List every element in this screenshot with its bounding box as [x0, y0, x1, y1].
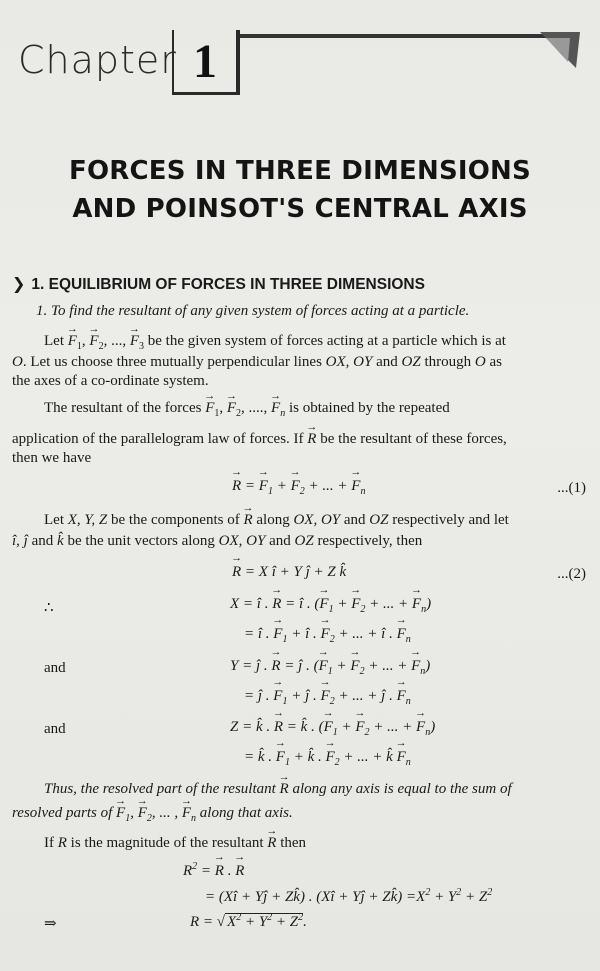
equation-2-number: ...(2) [557, 566, 586, 582]
chapter-number: 1 [193, 34, 217, 88]
paragraph-2-line1: The resultant of the forces → $F_1$, → $F_2$, ...., → $F_n$ is obtained by the repeated [44, 399, 450, 423]
therefore-symbol: ∴ [44, 600, 54, 616]
paragraph-3-line2: î, ĵ and k̂ be the unit vectors along OX, OY and OZ respectively, then [12, 533, 423, 549]
chapter-title-line1: FORCES IN THREE DIMENSIONS [69, 156, 531, 186]
paragraph-3-line1: Let X, Y, Z be the components of → R along OX, OY and OZ respectively and let [44, 511, 509, 529]
conclusion-line1: Thus, the resolved part of the resultant → R along any axis is equal to the sum of [44, 780, 512, 798]
paragraph-2-line3: then we have [12, 450, 92, 466]
equation-r-squared-1: $R^2$ = → R . → R [183, 861, 244, 880]
corner-fold-icon [540, 28, 580, 68]
chevron-right-icon: ❯ [12, 276, 26, 293]
and-label-1: and [44, 660, 66, 676]
equation-x-1: X = î . → R = î . (→ $F_1$ + → $F_2$ + ... + → $F_n$) [230, 596, 431, 615]
equation-x-2: = î . → $F_1$ + î . → $F_2$ + ... + î . → $F_n$ [244, 626, 411, 645]
equation-r-squared-2: = (Xî + Yĵ + Zk̂) . (Xî + Yĵ + Zk̂) $=X^2 + Y^2 + Z^2$ [205, 887, 493, 905]
paragraph-1-line2: O. Let us choose three mutually perpendicular lines OX, OY and OZ through O as [12, 354, 502, 370]
and-label-2: and [44, 721, 66, 737]
section-heading [12, 274, 425, 294]
equation-z-1: Z = k̂ . → R = k̂ . (→ $F_1$ + → $F_2$ + ... + → $F_n$) [230, 719, 435, 738]
chapter-title-line2: AND POINSOT'S CENTRAL AXIS [72, 194, 528, 224]
chapter-number-box [172, 30, 240, 95]
chapter-label: Chapter [18, 38, 177, 82]
equation-r-magnitude: R = √ $X^2 + Y^2 + Z^2$. [190, 912, 307, 930]
equation-1: → R = → $F_1$ + → $F_2$ + ... + → $F_n$ [232, 478, 365, 497]
paragraph-4: If R is the magnitude of the resultant → R then [44, 834, 306, 852]
paragraph-1-line3: the axes of a co-ordinate system. [12, 373, 209, 389]
equation-z-2: = k̂ . → $F_1$ + k̂ . → $F_2$ + ... + k̂ → $F_n$ [244, 749, 411, 768]
chapter-title [0, 152, 600, 228]
paragraph-1-line1: Let → $F_1$, → $F_2$, ..., → $F_3$ be the given system of forces acting at a particle which is at [44, 332, 506, 356]
equation-2: → R = X î + Y ĵ + Z k̂ [232, 564, 346, 581]
equation-y-1: Y = ĵ . → R = ĵ . (→ $F_1$ + → $F_2$ + ... + → $F_n$) [230, 658, 430, 677]
equation-1-number: ...(1) [557, 480, 586, 496]
conclusion-line2: resolved parts of → $F_1$, → $F_2$, ... , → $F_n$ along that axis. [12, 804, 293, 828]
subheading: 1. To find the resultant of any given system of forces acting at a particle. [36, 303, 470, 319]
header-rule [240, 34, 575, 38]
paragraph-2-line2: application of the parallelogram law of forces. If → R be the resultant of these forces, [12, 430, 507, 448]
equation-y-2: = ĵ . → $F_1$ + ĵ . → $F_2$ + ... + ĵ . → $F_n$ [244, 688, 411, 707]
section-heading-text: 1. EQUILIBRIUM OF FORCES IN THREE DIMENSIONS [31, 276, 425, 293]
implies-symbol: ⇒ [44, 916, 57, 932]
